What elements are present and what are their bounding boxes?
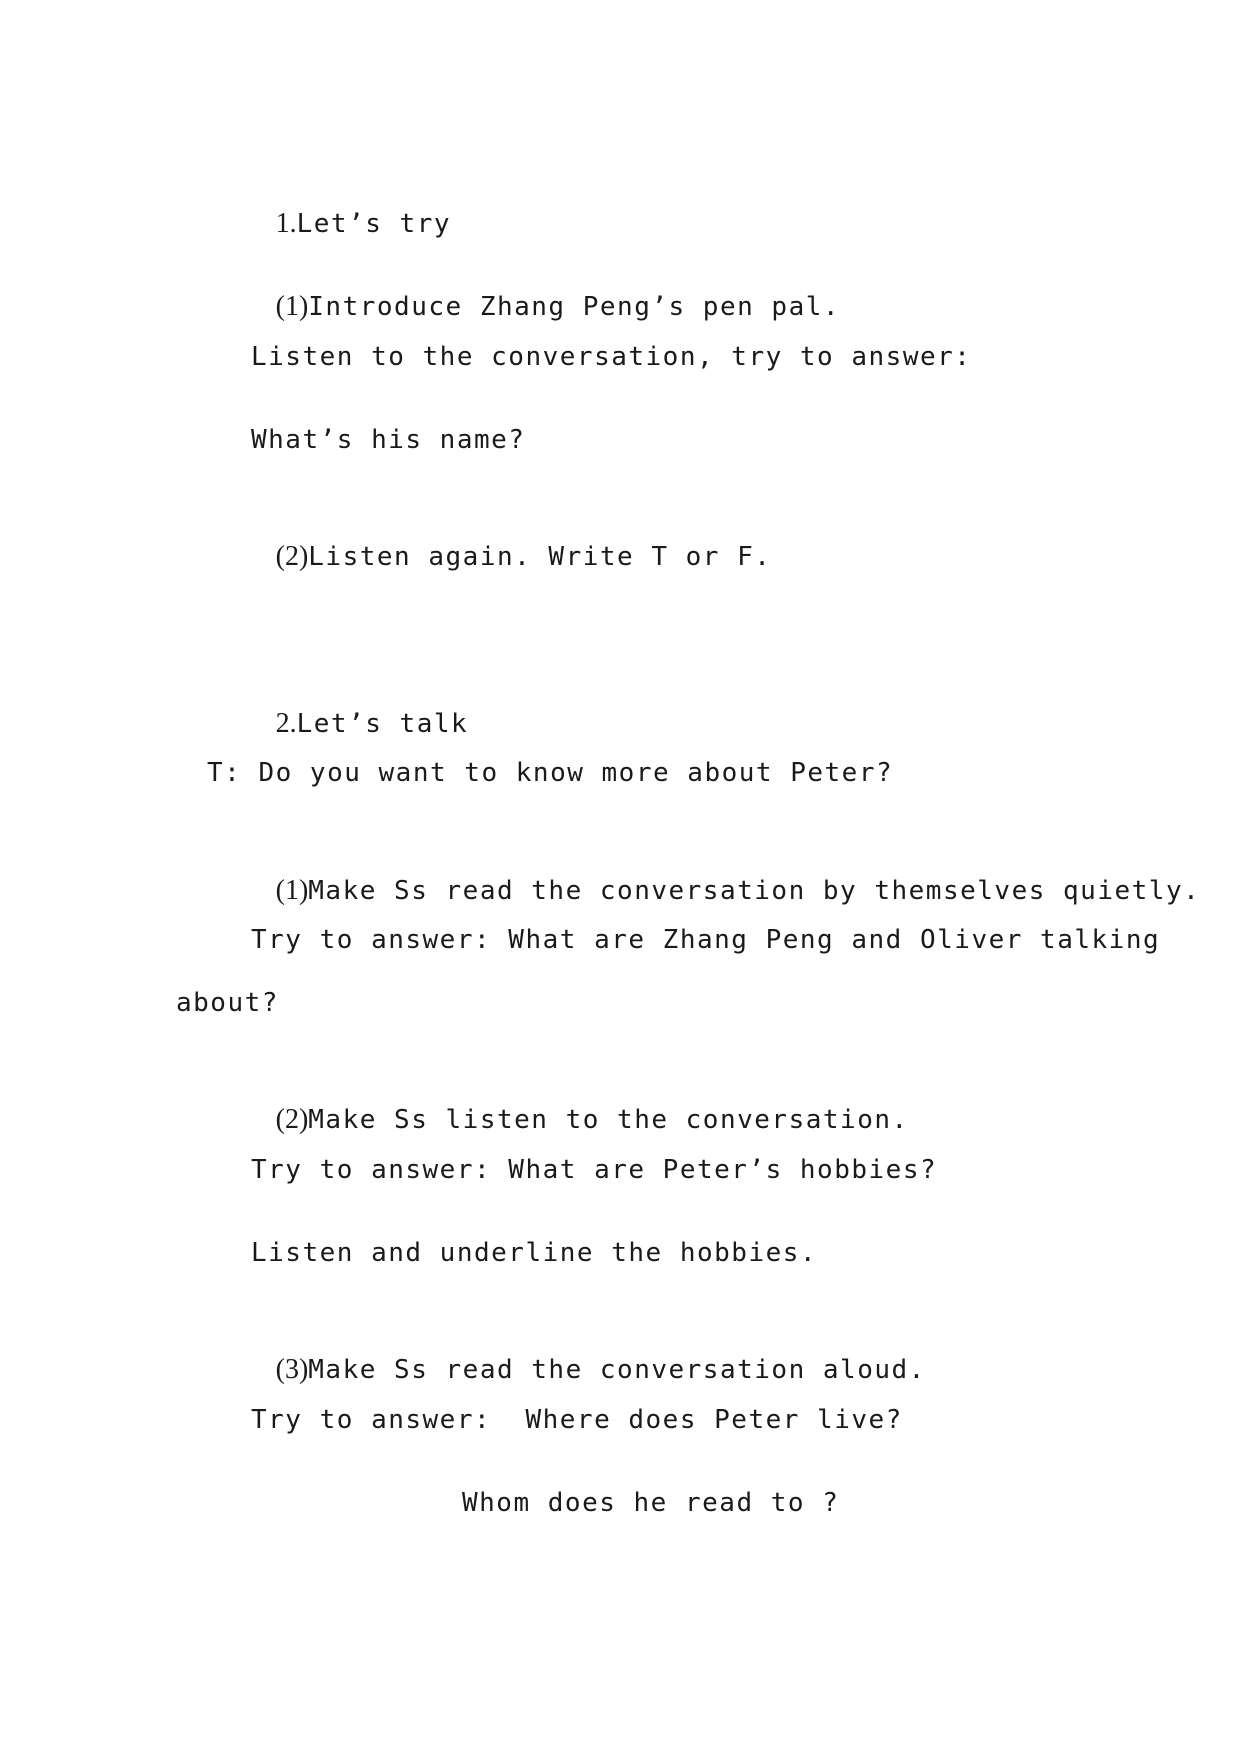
section-1-item-2 xyxy=(207,506,771,608)
teacher-line: T: Do you want to know more about Peter? xyxy=(207,758,894,788)
section-2-item-2-instruction: Listen and underline the hobbies. xyxy=(251,1238,818,1268)
section-1-item-1-instruction: Listen to the conversation, try to answer: xyxy=(251,342,972,372)
item-text: Make Ss read the conversation by themselves quietly. xyxy=(308,876,1201,906)
section-2-item-3-question-2: Whom does he read to ? xyxy=(462,1488,840,1518)
section-2-item-1-question: Try to answer: What are Zhang Peng and Oliver talking xyxy=(251,925,1161,955)
section-2-item-2-question: Try to answer: What are Peter’s hobbies? xyxy=(251,1155,938,1185)
item-text: Listen again. Write T or F. xyxy=(308,542,772,572)
section-2-item-3-question-1: Try to answer: Where does Peter live? xyxy=(251,1405,903,1435)
item-text: Introduce Zhang Peng’s pen pal. xyxy=(308,292,841,322)
item-text: Make Ss listen to the conversation. xyxy=(308,1105,909,1135)
section-1-title: Let’s try xyxy=(296,209,452,239)
item-number: (3) xyxy=(275,1354,309,1385)
section-2-item-1-question-cont: about? xyxy=(176,988,279,1018)
section-1-item-1-question: What’s his name? xyxy=(251,425,526,455)
item-number: (2) xyxy=(275,1104,309,1135)
section-1-number: 1. xyxy=(275,208,297,239)
item-text: Make Ss read the conversation aloud. xyxy=(308,1355,926,1385)
item-number: (1) xyxy=(275,875,309,906)
section-2-number: 2. xyxy=(275,708,297,739)
item-number: (1) xyxy=(275,291,309,322)
item-number: (2) xyxy=(275,541,309,572)
section-2-title: Let’s talk xyxy=(296,709,469,739)
